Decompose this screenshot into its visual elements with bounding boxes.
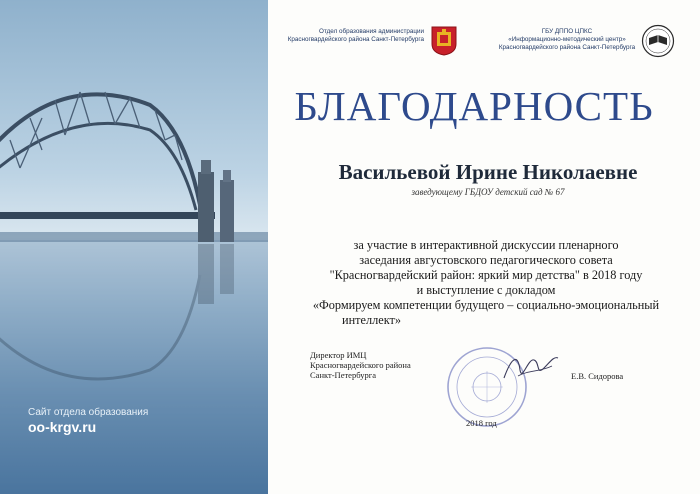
- right-organization: [497, 28, 637, 52]
- right-org-line2: «Информационно-методический центр»: [508, 36, 626, 43]
- body-line-2: заседания августовского педагогического совета: [359, 253, 613, 267]
- gratitude-text: [292, 238, 680, 328]
- body-line-6: интеллект»: [342, 313, 402, 327]
- handwritten-signature-icon: [500, 348, 560, 388]
- body-line-4: и выступление с докладом: [416, 283, 556, 297]
- district-coat-of-arms-icon: [431, 26, 457, 56]
- website-url[interactable]: oo-krgv.ru: [28, 419, 97, 435]
- left-org-line2: Красногвардейского района Санкт-Петербурга: [287, 36, 424, 43]
- recipient-position: заведующему ГБДОУ детский сад № 67: [411, 187, 565, 197]
- role-line-2: Красногвардейского района: [310, 360, 411, 370]
- role-line-1: Директор ИМЦ: [310, 350, 367, 360]
- bridge-photo-panel: [0, 0, 268, 494]
- body-line-3: "Красногвардейский район: яркий мир детства" в 2018 году: [329, 268, 643, 282]
- body-line-1: за участие в интерактивной дискуссии пленарного: [353, 238, 619, 252]
- body-line-5: «Формируем компетенции будущего – социально-эмоциональный: [312, 298, 660, 312]
- website-label: Сайт отдела образования: [28, 407, 149, 418]
- left-org-line1: Отдел образования администрации: [319, 28, 424, 35]
- signatory-role: [310, 350, 411, 380]
- role-line-3: Санкт-Петербурга: [310, 370, 376, 380]
- recipient-name: Васильевой Ирине Николаевне: [338, 160, 638, 184]
- imc-book-logo-icon: [641, 24, 675, 58]
- left-organization: [282, 28, 424, 44]
- certificate-title: БЛАГОДАРНОСТЬ: [294, 83, 654, 129]
- right-org-line3: Красногвардейского района Санкт-Петербурга: [498, 44, 636, 51]
- right-org-line1: ГБУ ДППО ЦПКС: [541, 28, 593, 35]
- signer-name: Е.В. Сидорова: [571, 371, 624, 381]
- certificate-year: 2018 год: [466, 418, 497, 428]
